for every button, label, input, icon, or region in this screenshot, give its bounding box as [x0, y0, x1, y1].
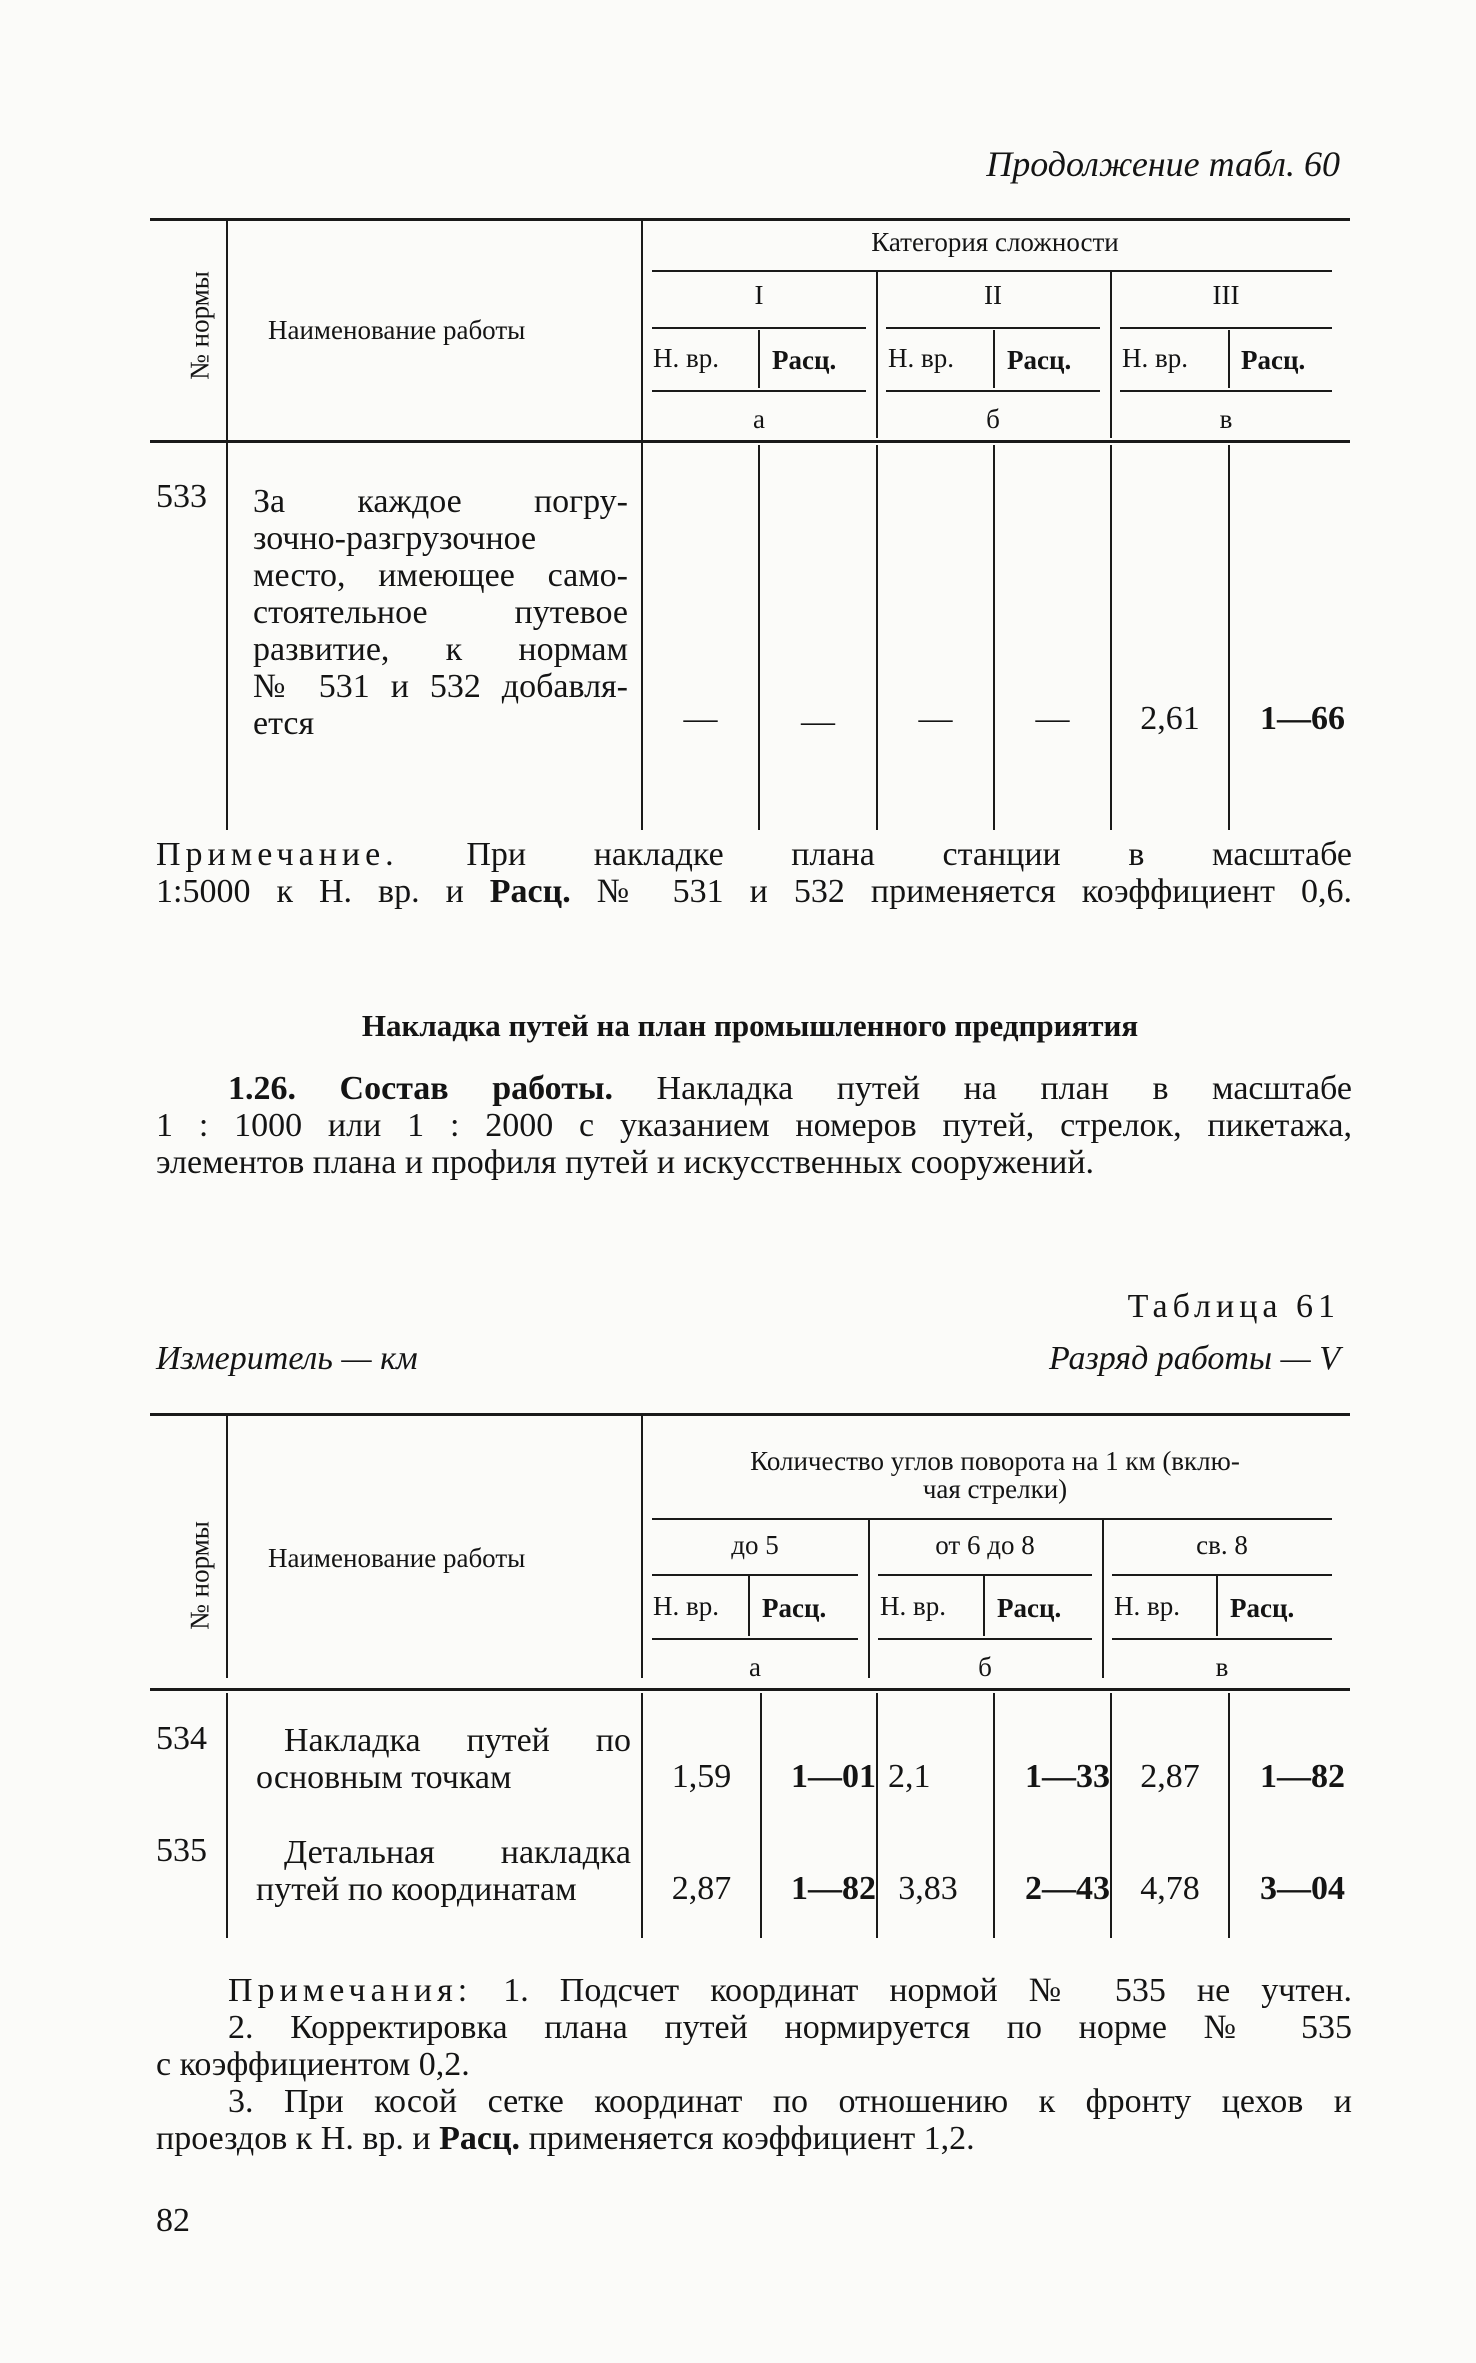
- group-header-1: до 5: [731, 1530, 779, 1560]
- group-header-3: III: [1212, 280, 1240, 310]
- column-header-work-name: Наименование работы: [268, 315, 526, 345]
- group-letter: б: [986, 404, 1000, 434]
- value-cell: —: [683, 700, 718, 737]
- group-header-3: св. 8: [1196, 1530, 1248, 1560]
- value-cell: 2,61: [1140, 700, 1200, 737]
- group-letter: в: [1219, 404, 1233, 434]
- sub-header-rate: Расц.: [997, 1593, 1062, 1623]
- group-letter: в: [1215, 1652, 1229, 1682]
- sub-header-time: Н. вр.: [880, 1591, 946, 1621]
- value-cell: —: [801, 703, 835, 740]
- group-header: Количество углов поворота на 1 км (вклю- чая стрелки): [750, 1446, 1240, 1504]
- row-no: 535: [156, 1832, 207, 1869]
- column-header-norm-no: № нормы: [184, 1521, 215, 1630]
- group-letter: б: [978, 1652, 992, 1682]
- value-cell: 1—82: [791, 1870, 876, 1907]
- row-no: 534: [156, 1720, 207, 1757]
- row-name: За каждое погру- зочно-разгрузочное место, имеющее само- стоятельное путевое развитие, к нормам № 531 и 532 добавля- ется: [253, 483, 628, 742]
- row-name: Детальная накладка путей по координатам: [256, 1834, 631, 1908]
- value-cell: 2—43: [1025, 1870, 1110, 1907]
- notes-label: Примечания:: [228, 1972, 473, 2009]
- group-header-2: II: [984, 280, 1002, 310]
- value-cell: 2,87: [671, 1870, 732, 1907]
- sub-header-time: Н. вр.: [1114, 1591, 1180, 1621]
- sub-header-time: Н. вр.: [653, 343, 719, 373]
- value-cell: 1—01: [791, 1758, 876, 1795]
- value-cell: 2,87: [1140, 1758, 1200, 1795]
- notes-61: Примечания: 1. Подсчет координат нормой № 535 не учтен. 2. Корректировка плана путей нормируется по норме № 535 с коэффициентом 0,2. 3. При косой сетке координат по отношению к фронту цехов и проездов к Н. вр. и Расц. применяется коэффициент 1,2.: [156, 1972, 1353, 2157]
- value-cell: 4,78: [1140, 1870, 1200, 1907]
- sub-header-rate: Расц.: [1007, 345, 1072, 375]
- continuation-label: Продолжение табл. 60: [986, 144, 1340, 184]
- value-cell: 1—82: [1260, 1758, 1345, 1795]
- value-cell: —: [918, 700, 953, 737]
- sub-header-time: Н. вр.: [653, 1591, 719, 1621]
- category-header: Категория сложности: [871, 227, 1119, 257]
- unit-label: Измеритель — км: [156, 1340, 418, 1377]
- group-letter: а: [753, 404, 765, 434]
- page-number: 82: [156, 2202, 190, 2239]
- table-title: Таблица 61: [1127, 1288, 1340, 1325]
- section-paragraph: 1.26. Состав работы. Накладка путей на план в масштабе 1 : 1000 или 1 : 2000 с указанием номеров путей, стрелок, пикетажа, элементов плана и профиля путей и искусственных сооружений.: [156, 1070, 1352, 1181]
- value-cell: 3,83: [898, 1870, 958, 1907]
- sub-header-rate: Расц.: [772, 345, 837, 375]
- group-header-2: от 6 до 8: [935, 1530, 1035, 1560]
- value-cell: 1—66: [1260, 700, 1345, 737]
- note-label: Примечание.: [156, 836, 399, 873]
- sub-header-rate: Расц.: [1241, 345, 1306, 375]
- value-cell: 3—04: [1260, 1870, 1345, 1907]
- section-heading: Накладка путей на план промышленного предприятия: [361, 1008, 1139, 1043]
- group-letter: а: [749, 1652, 761, 1682]
- value-cell: 1,59: [671, 1758, 732, 1795]
- sub-header-rate: Расц.: [762, 1593, 827, 1623]
- row-name: Накладка путей по основным точкам: [256, 1722, 631, 1796]
- sub-header-time: Н. вр.: [1122, 343, 1188, 373]
- value-cell: 1—33: [1025, 1758, 1110, 1795]
- note-60: Примечание. При накладке плана станции в масштабе 1:5000 к Н. вр. и Расц. № 531 и 532 применяется коэффициент 0,6.: [156, 836, 1353, 910]
- grade-label: Разряд работы — V: [1048, 1340, 1340, 1377]
- row-no: 533: [156, 478, 207, 515]
- column-header-work-name: Наименование работы: [268, 1543, 526, 1573]
- column-header-norm-no: № нормы: [184, 271, 215, 380]
- group-header-1: I: [754, 280, 764, 310]
- value-cell: 2,1: [888, 1758, 931, 1795]
- sub-header-rate: Расц.: [1230, 1593, 1295, 1623]
- value-cell: —: [1035, 700, 1070, 737]
- sub-header-time: Н. вр.: [888, 343, 954, 373]
